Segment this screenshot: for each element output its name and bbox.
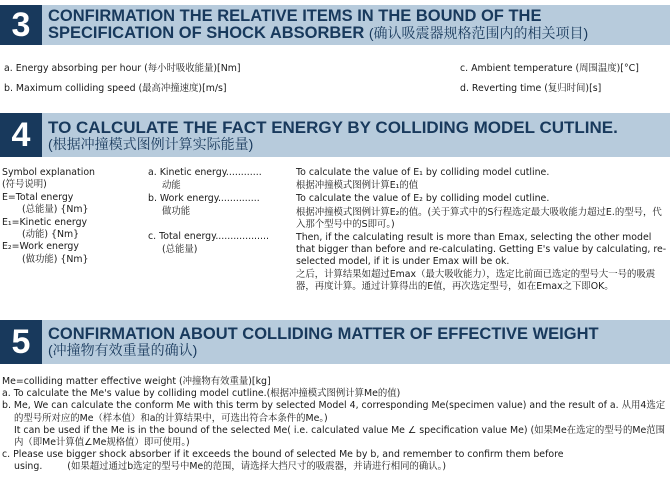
symbol-work-energy: E₂=Work energy bbox=[2, 241, 79, 253]
section-3-title-line2-row bbox=[48, 25, 588, 42]
section-3-title-cn: (确认吸震器规格范围内的相关项目) bbox=[368, 25, 589, 41]
section-4-title: TO CALCULATE THE FACT ENERGY BY COLLIDING MODEL CUTLINE. bbox=[48, 117, 618, 137]
symbol-kinetic-energy-unit: (动能) {Nm} bbox=[22, 229, 80, 241]
item-energy-per-hour: a. Energy absorbing per hour (每小时吸收能量)[Nm] bbox=[4, 63, 241, 74]
energy-descriptions bbox=[296, 167, 668, 293]
me-step-c-line2 bbox=[2, 461, 666, 473]
section-3-banner bbox=[0, 5, 670, 45]
total-desc-cn: 之后，计算结果如超过Emax（最大吸收能力），选定比前面已选定的型号大一号的吸震器，再度计算。通过计算得出的E值，再次选定型号，如在Emax之下即OK。 bbox=[296, 268, 656, 292]
kinetic-desc-cn: 根据冲撞模式图例计算E₁的值 bbox=[296, 180, 419, 192]
me-step-b1: b. Me, We can calculate the conform Me with this term by selected Model 4, corresponding Me(specimen value) and the result of a. 从用4选定的型号所对应的Me（样本值）和a的计算结果中，可选出符合本条件的Me。) bbox=[2, 400, 666, 424]
section-5-title-block bbox=[42, 326, 599, 358]
me-definition: Me=colliding matter effective weight (冲撞物有效重量)[kg] bbox=[2, 376, 271, 387]
section-5-title-cn: (冲撞物有效重量的确认) bbox=[48, 342, 198, 359]
kinetic-desc-en: To calculate the value of E₁ by colliding model cutline. bbox=[296, 167, 550, 178]
me-step-c1: c. Please use bigger shock absorber if it exceeds the bound of selected Me by b, and remember to confirm them before bbox=[2, 449, 564, 461]
section-3-title-line1: CONFIRMATION THE RELATIVE ITEMS IN THE BOUND OF THE bbox=[48, 6, 542, 25]
symbol-total-energy-unit: (总能量) {Nm} bbox=[22, 204, 89, 216]
kinetic-energy-label-cn: 动能 bbox=[162, 180, 181, 191]
symbol-title-cn: (符号说明) bbox=[2, 179, 47, 191]
section-4-number: 4 bbox=[0, 113, 42, 157]
me-step-b2: It can be used if the Me is in the bound of the selected Me( i.e. calculated value Me ∠ specification value Me) (如果Me在选定的型号的Me范围内（即Me计算值∠Me规格值）即可使用。) bbox=[14, 424, 665, 449]
section-5-number: 5 bbox=[0, 320, 42, 364]
section-4-title-block bbox=[42, 119, 618, 152]
total-desc-en: Then, if the calculating result is more than Emax, selecting the other model that bigger than before and re-calculating. Getting E's value by calculating, re-selected model, if it is under Emax will be ok. bbox=[296, 232, 667, 268]
work-energy-label-cn: 做功能 bbox=[162, 206, 191, 217]
kinetic-energy-label: a. Kinetic energy............ bbox=[148, 167, 262, 178]
me-step-a: a. To calculate the Me's value by colliding model cutline.(根据冲撞模式图例计算Me的值) bbox=[2, 388, 401, 400]
symbol-work-energy-unit: (做功能) {Nm} bbox=[22, 253, 89, 265]
me-step-c3: (如果超过通过b选定的型号中Me的范围，请选择大挡尺寸的吸震器，并请进行相同的确认。) bbox=[67, 461, 446, 473]
symbol-kinetic-energy: E₁=Kinetic energy bbox=[2, 216, 88, 228]
section-3-title bbox=[42, 8, 588, 43]
symbol-total-energy: E=Total energy bbox=[2, 191, 74, 203]
section-4-banner bbox=[0, 113, 670, 157]
work-desc-cn: 根据冲撞模式图例计算E₂的值。(关于算式中的S行程选定最大吸收能力超过E.的型号，代入那个型号中的S即可。) bbox=[296, 206, 662, 230]
work-desc-en: To calculate the value of E₂ by colliding model cutline. bbox=[296, 193, 550, 205]
section-3-title-line2: SPECIFICATION OF SHOCK ABSORBER bbox=[48, 24, 365, 42]
work-energy-label: b. Work energy.............. bbox=[148, 193, 260, 204]
item-ambient-temperature: c. Ambient temperature (周围温度)[°C] bbox=[460, 63, 639, 74]
item-reverting-time: d. Reverting time (复归时间)[s] bbox=[460, 83, 602, 94]
total-energy-label-cn: (总能量) bbox=[162, 244, 198, 255]
total-energy-label: c. Total energy.................. bbox=[148, 231, 269, 242]
item-max-colliding-speed: b. Maximum colliding speed (最高冲撞速度)[m/s] bbox=[4, 83, 227, 94]
me-step-c2: using. bbox=[14, 461, 43, 473]
symbol-title: Symbol explanation bbox=[2, 167, 95, 178]
section-4-title-cn: (根据冲撞模式图例计算实际能量) bbox=[48, 135, 254, 152]
section-5-banner bbox=[0, 320, 670, 364]
section-5-body bbox=[2, 376, 666, 474]
section-5-title: CONFIRMATION ABOUT COLLIDING MATTER OF EFFECTIVE WEIGHT bbox=[48, 325, 599, 343]
section-3-number: 3 bbox=[0, 5, 42, 45]
symbol-explanation bbox=[2, 167, 142, 266]
